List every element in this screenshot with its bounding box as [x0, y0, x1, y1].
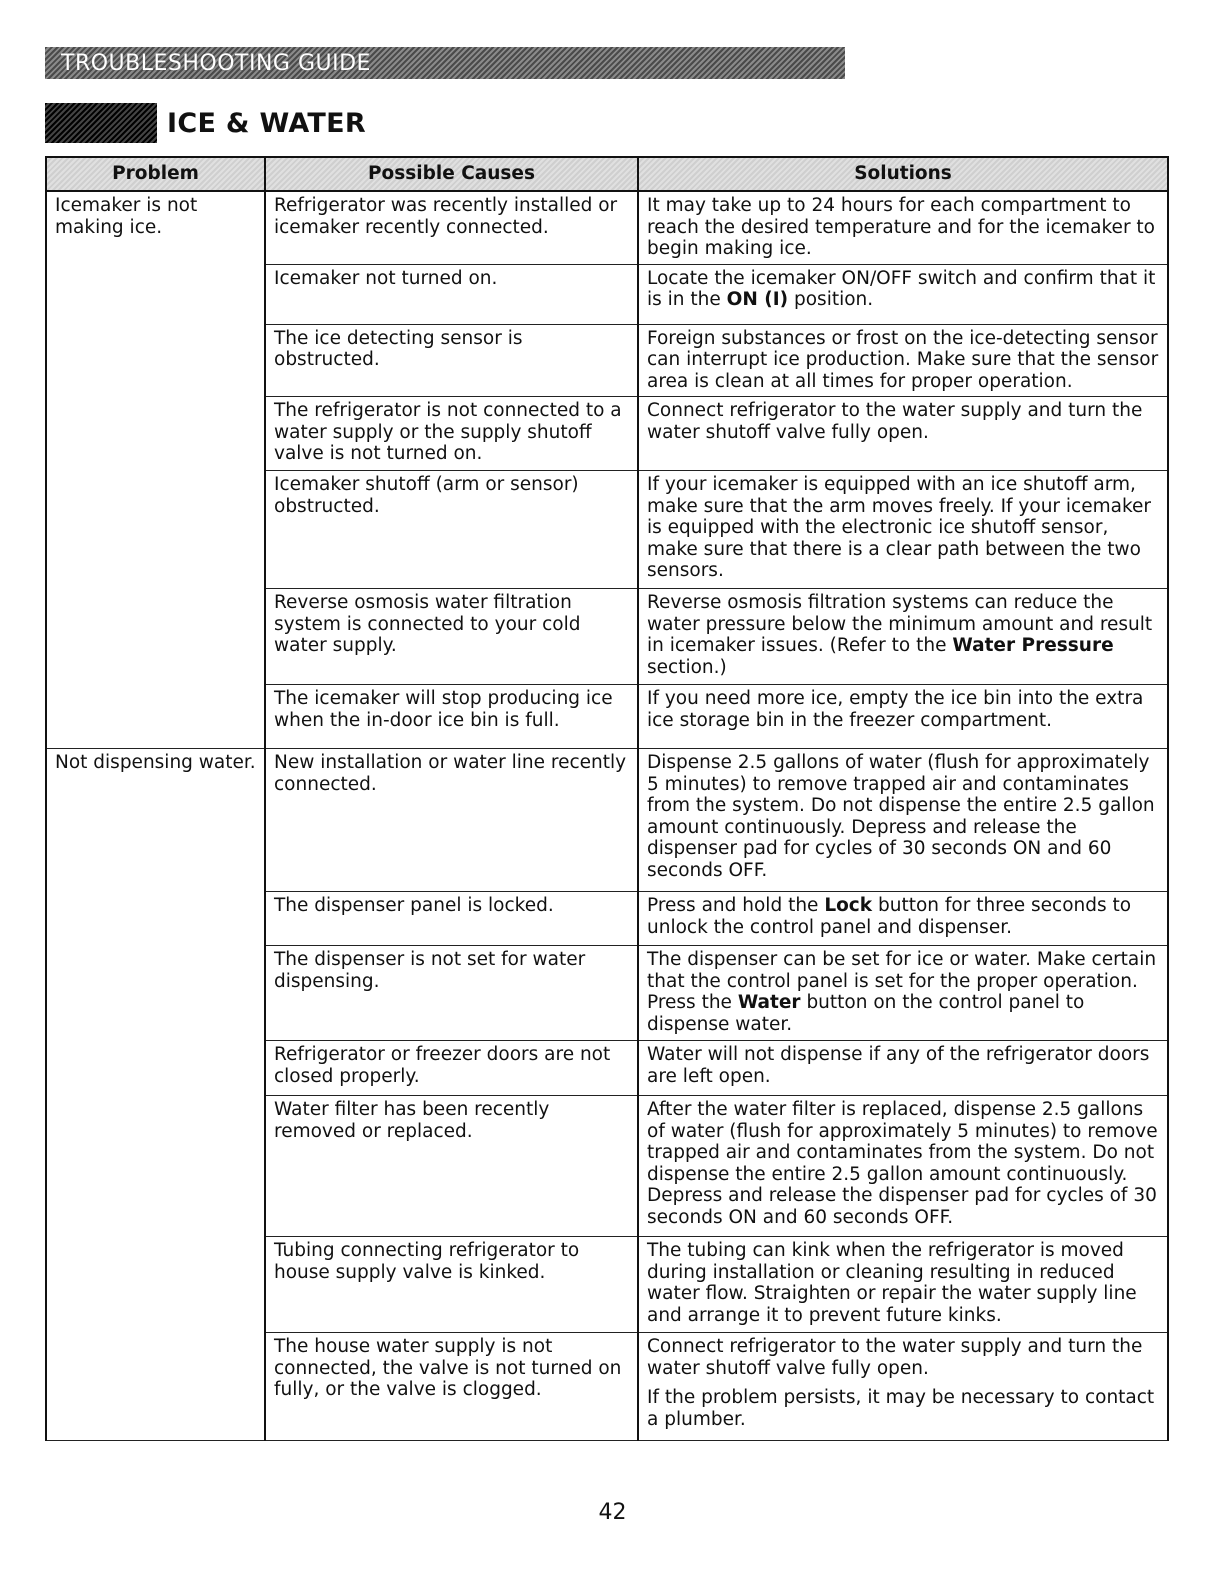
solution-text: button on the control panel to dispense water.	[647, 992, 1085, 1035]
solution-note: If the problem persists, it may be necessary to contact a plumber.	[647, 1387, 1155, 1430]
solution-text: position.	[788, 289, 874, 310]
table-row	[46, 191, 1168, 264]
cause-cell: The dispenser panel is locked.	[265, 892, 638, 946]
section-banner	[45, 47, 845, 79]
cause-cell: The refrigerator is not connected to a water supply or the supply shutoff valve is not turned on.	[265, 397, 638, 471]
cause-cell: New installation or water line recently connected.	[265, 749, 638, 892]
cause-cell: Refrigerator or freezer doors are not closed properly.	[265, 1041, 638, 1096]
solution-emphasis: Lock	[824, 895, 873, 916]
troubleshooting-table	[45, 156, 1169, 1441]
problem-cell: Icemaker is not making ice.	[46, 191, 265, 749]
section-heading	[45, 103, 366, 143]
table-header-row	[46, 157, 1168, 191]
solution-cell	[638, 1333, 1168, 1441]
solution-text: section.)	[647, 656, 727, 678]
section-marker	[45, 103, 157, 143]
solution-cell	[638, 589, 1168, 685]
cause-cell: Water filter has been recently removed or replaced.	[265, 1096, 638, 1237]
column-header-solutions: Solutions	[638, 157, 1168, 191]
solution-cell	[638, 946, 1168, 1041]
solution-cell: If you need more ice, empty the ice bin into the extra ice storage bin in the freezer compartment.	[638, 685, 1168, 749]
solution-text: Locate the icemaker ON/OFF switch and confirm that it is in the	[647, 267, 1156, 310]
solution-emphasis: Water	[737, 992, 801, 1013]
solution-text: The dispenser can be set for ice or water. Make certain that the control panel is set for the proper operation. Press the	[647, 949, 1157, 1013]
solution-text: Reverse osmosis filtration systems can reduce the water pressure below the minimum amount and result in icemaker issues. (Refer to the	[647, 592, 1153, 656]
solution-cell: Water will not dispense if any of the refrigerator doors are left open.	[638, 1041, 1168, 1096]
solution-cell	[638, 264, 1168, 324]
solution-text: Connect refrigerator to the water supply and turn the water shutoff valve fully open.	[647, 1336, 1143, 1379]
cause-cell: Reverse osmosis water filtration system is connected to your cold water supply.	[265, 589, 638, 685]
page-number: 42	[598, 1500, 627, 1525]
cause-cell: The icemaker will stop producing ice when the in-door ice bin is full.	[265, 685, 638, 749]
solution-cell: Connect refrigerator to the water supply and turn the water shutoff valve fully open.	[638, 397, 1168, 471]
cause-cell: Icemaker not turned on.	[265, 264, 638, 324]
solution-cell: After the water filter is replaced, dispense 2.5 gallons of water (flush for approximately 5 minutes) to remove trapped air and contaminates from the system. Do not dispense the entire 2.5 gallon amount continuously. Depress and release the dispenser pad for cycles of 30 seconds ON and 60 seconds OFF.	[638, 1096, 1168, 1237]
solution-emphasis: ON (I)	[726, 289, 789, 310]
cause-cell: The dispenser is not set for water dispensing.	[265, 946, 638, 1041]
solution-cell: The tubing can kink when the refrigerator is moved during installation or cleaning resulting in reduced water flow. Straighten or repair the water supply line and arrange it to prevent future kinks.	[638, 1237, 1168, 1333]
solution-cell: Foreign substances or frost on the ice-detecting sensor can interrupt ice production. Make sure that the sensor area is clean at all times for proper operation.	[638, 324, 1168, 397]
cause-cell: The house water supply is not connected, the valve is not turned on fully, or the valve is clogged.	[265, 1333, 638, 1441]
cause-cell: Tubing connecting refrigerator to house supply valve is kinked.	[265, 1237, 638, 1333]
cause-cell: The ice detecting sensor is obstructed.	[265, 324, 638, 397]
section-title: ICE & WATER	[167, 107, 366, 139]
solution-cell: Dispense 2.5 gallons of water (flush for approximately 5 minutes) to remove trapped air and contaminates from the system. Do not dispense the entire 2.5 gallon amount continuously. Depress and release the dispenser pad for cycles of 30 seconds ON and 60 seconds OFF.	[638, 749, 1168, 892]
solution-cell: It may take up to 24 hours for each compartment to reach the desired temperature and for the icemaker to begin making ice.	[638, 191, 1168, 264]
solution-cell	[638, 892, 1168, 946]
cause-cell: Refrigerator was recently installed or icemaker recently connected.	[265, 191, 638, 264]
column-header-problem: Problem	[46, 157, 265, 191]
solution-emphasis: Water Pressure	[952, 635, 1114, 656]
solution-text: button for three seconds to unlock the control panel and dispenser.	[647, 895, 1132, 938]
solution-text: Press and hold the	[647, 895, 825, 916]
table-row	[46, 749, 1168, 892]
solution-cell: If your icemaker is equipped with an ice shutoff arm, make sure that the arm moves freely. If your icemaker is equipped with the electronic ice shutoff sensor, make sure that there is a clear path between the two sensors.	[638, 471, 1168, 589]
problem-cell: Not dispensing water.	[46, 749, 265, 1441]
cause-cell: Icemaker shutoff (arm or sensor) obstructed.	[265, 471, 638, 589]
banner-title: TROUBLESHOOTING GUIDE	[61, 50, 371, 76]
column-header-causes: Possible Causes	[265, 157, 638, 191]
